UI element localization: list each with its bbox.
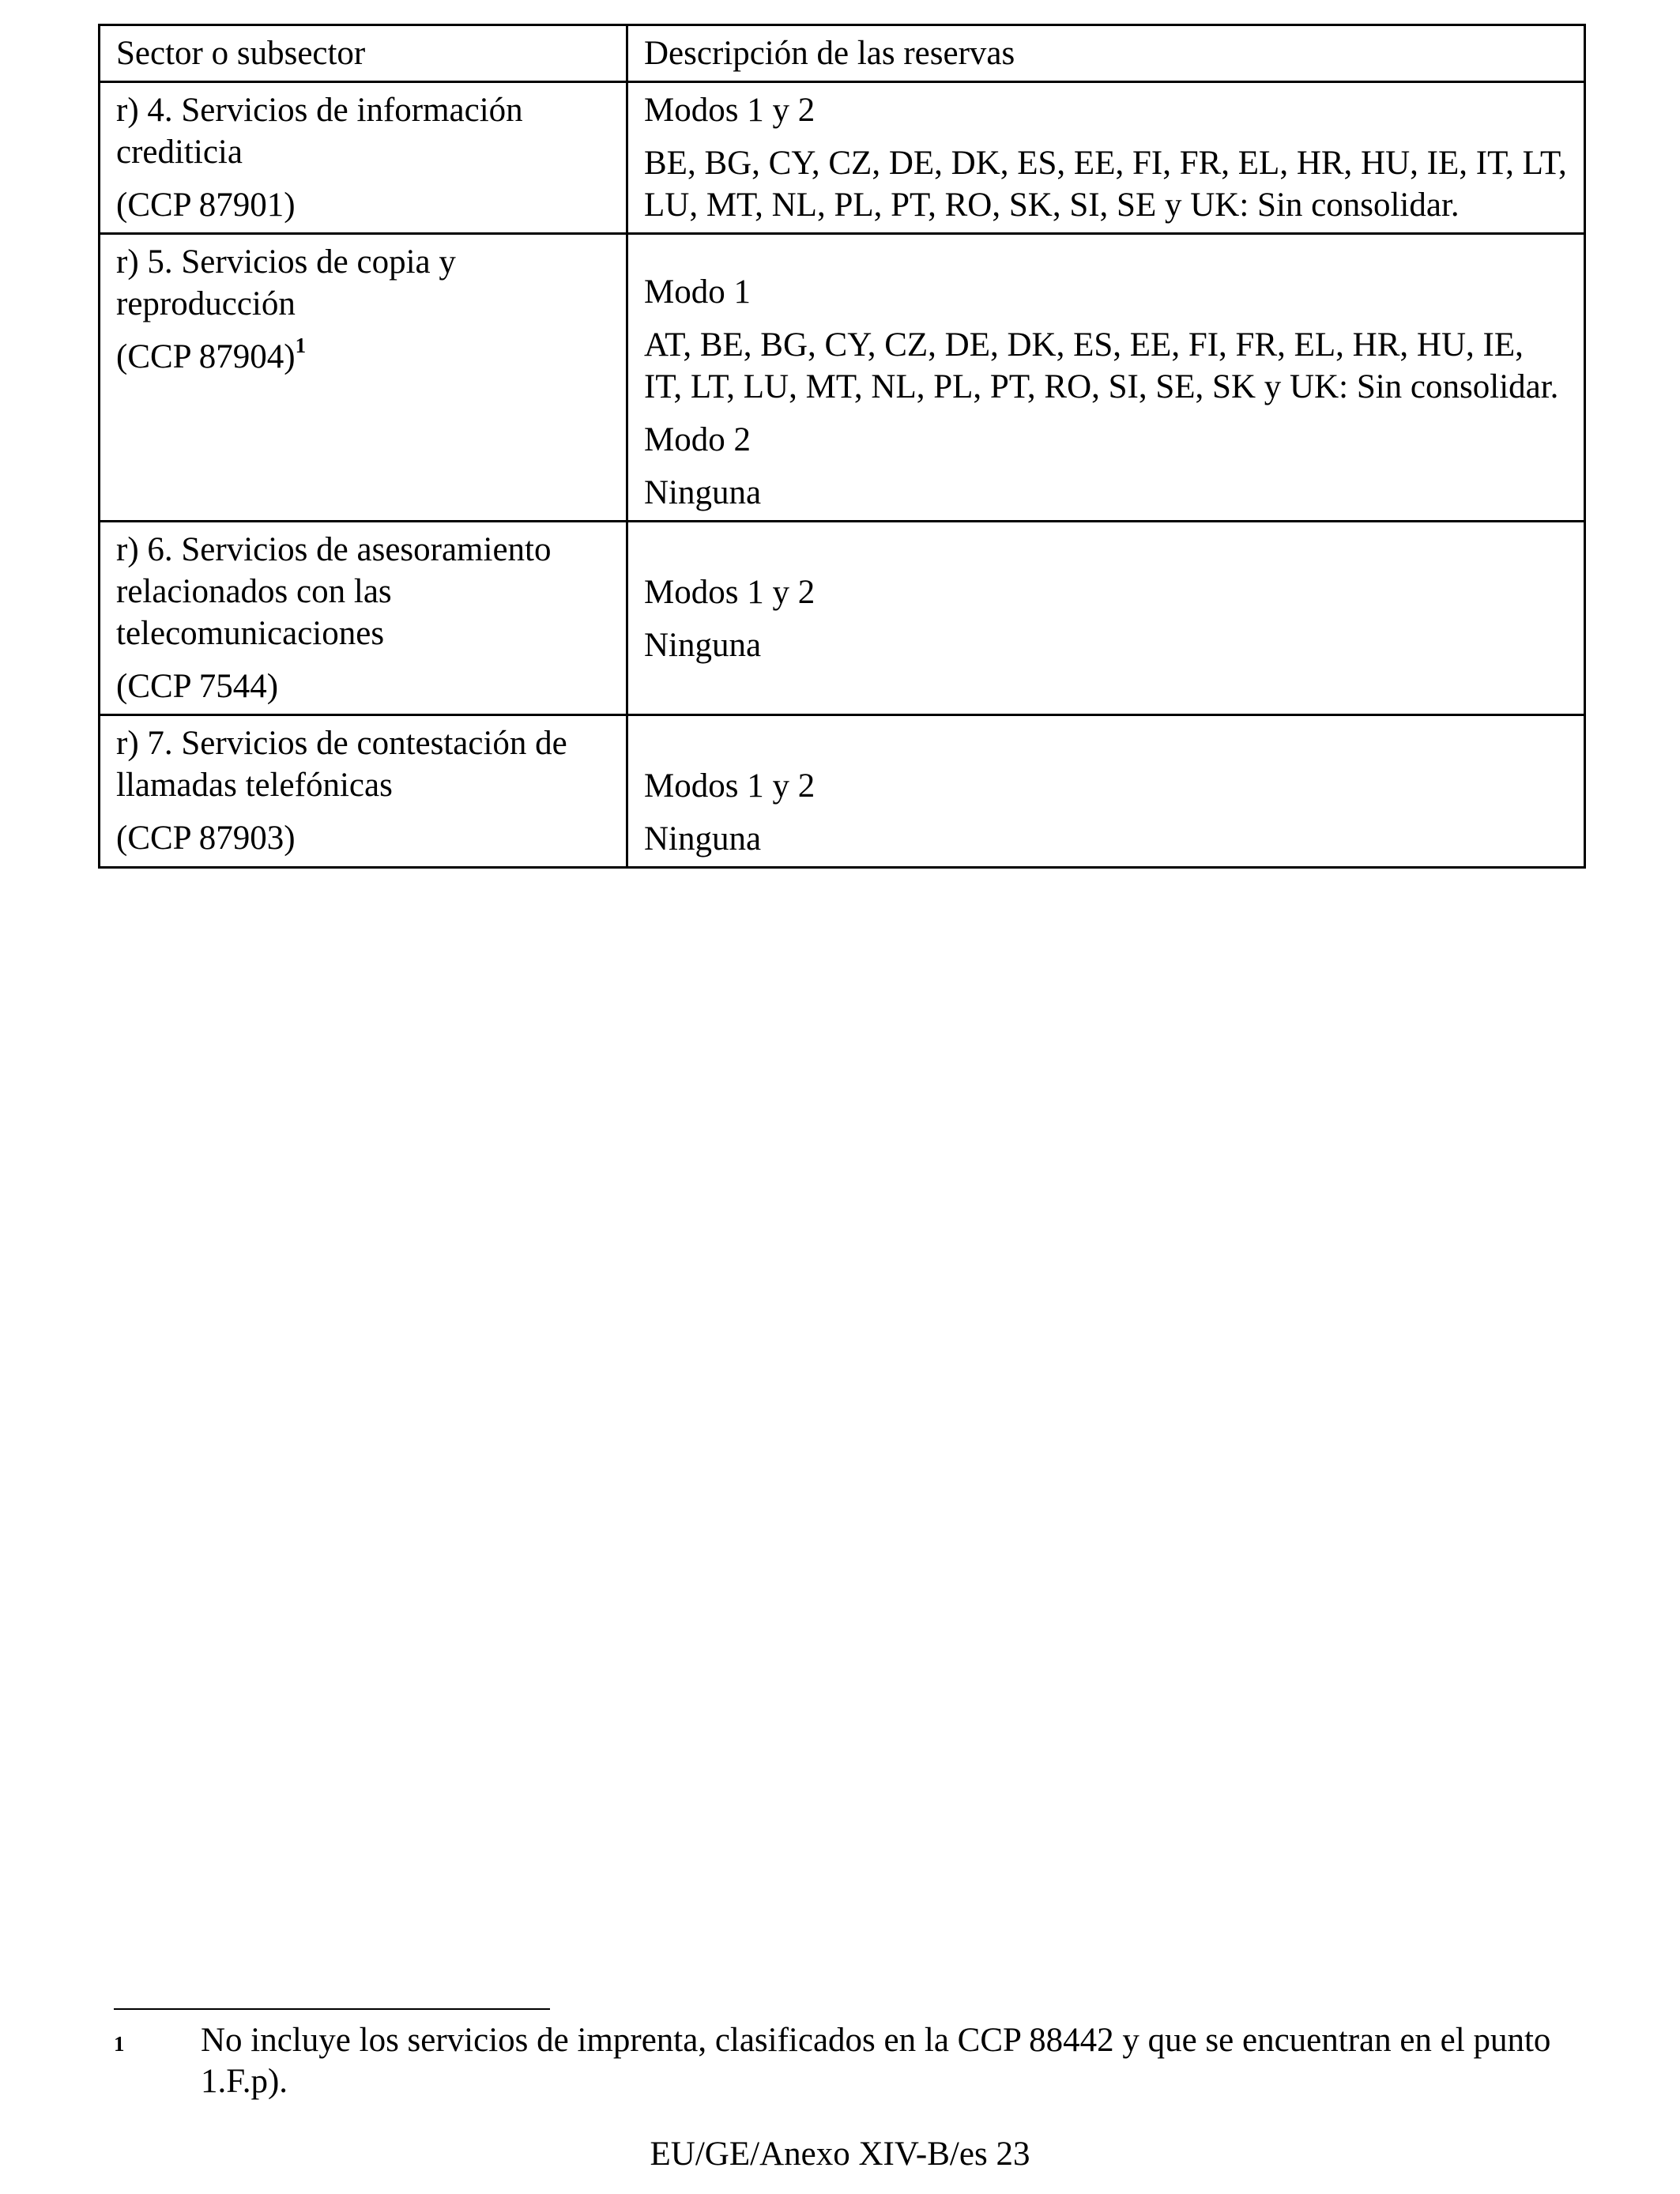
- reservations-table: [98, 24, 1586, 869]
- ccp-code: (CCP 87904): [116, 338, 296, 375]
- footnote-text: No incluye los servicios de imprenta, clasificados en la CCP 88442 y que se encuentran en el punto 1.F.p).: [201, 2022, 1551, 2100]
- ccp-code: (CCP 87903): [116, 820, 296, 857]
- mode-heading: Modo 1: [644, 273, 751, 311]
- mode-heading: Modos 1 y 2: [644, 767, 816, 805]
- footnote: [114, 2020, 1560, 2102]
- description-cell: [627, 522, 1585, 715]
- reservation-text: AT, BE, BG, CY, CZ, DE, DK, ES, EE, FI, FR, EL, HR, HU, IE, IT, LT, LU, MT, NL, PL, PT, RO, SI, SE, SK y UK: Sin consolidar.: [644, 326, 1559, 405]
- sector-line: r) 6. Servicios de asesoramiento: [116, 531, 552, 568]
- reservation-text: Ninguna: [644, 474, 762, 511]
- sector-cell: [100, 234, 627, 522]
- sector-line: r) 4. Servicios de información: [116, 92, 523, 129]
- sector-cell: [100, 82, 627, 234]
- header-sector: Sector o subsector: [100, 25, 627, 82]
- mode-heading: Modo 2: [644, 421, 751, 458]
- page-identifier: EU/GE/Anexo XIV-B/es 23: [650, 2136, 1030, 2173]
- mode-heading: Modos 1 y 2: [644, 574, 816, 611]
- reservation-text: Ninguna: [644, 627, 762, 664]
- table-row: [100, 522, 1585, 715]
- ccp-code: (CCP 87901): [116, 187, 296, 224]
- footnote-mark: 1: [114, 2032, 125, 2056]
- ccp-code: (CCP 7544): [116, 668, 279, 705]
- reservation-text: BE, BG, CY, CZ, DE, DK, ES, EE, FI, FR, EL, HR, HU, IE, IT, LT, LU, MT, NL, PL, PT, RO, SK, SI, SE y UK: Sin consolidar.: [644, 145, 1567, 224]
- sector-line: r) 5. Servicios de copia y: [116, 243, 456, 281]
- table-row: [100, 82, 1585, 234]
- reservation-text: Ninguna: [644, 820, 762, 858]
- description-cell: [627, 234, 1585, 522]
- table-row: [100, 234, 1585, 522]
- sector-line: r) 7. Servicios de contestación de: [116, 725, 567, 762]
- sector-line: llamadas telefónicas: [116, 767, 393, 804]
- sector-cell: [100, 522, 627, 715]
- mode-heading: Modos 1 y 2: [644, 92, 816, 129]
- table-header-row: [100, 25, 1585, 82]
- sector-line: telecomunicaciones: [116, 615, 385, 652]
- footnote-reference[interactable]: 1: [295, 333, 307, 357]
- footnote-separator: [114, 2008, 550, 2010]
- ccp-code-line: [116, 333, 610, 378]
- table-row: [100, 715, 1585, 868]
- description-cell: [627, 82, 1585, 234]
- sector-line: reproducción: [116, 285, 296, 322]
- description-cell: [627, 715, 1585, 868]
- header-description: Descripción de las reservas: [627, 25, 1585, 82]
- sector-line: relacionados con las: [116, 573, 392, 610]
- sector-cell: [100, 715, 627, 868]
- sector-line: crediticia: [116, 134, 243, 171]
